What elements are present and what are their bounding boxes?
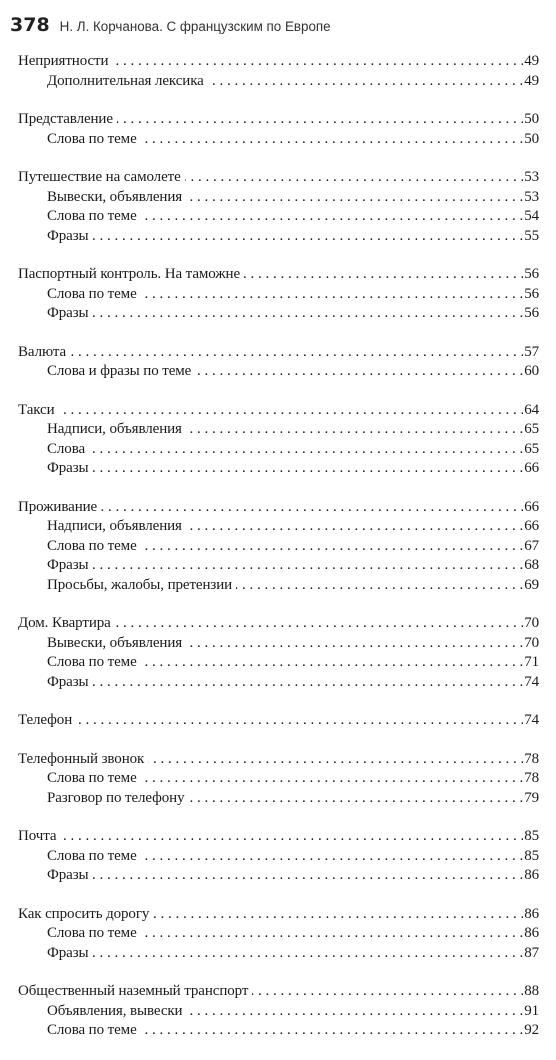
toc-entry-page: 68 bbox=[523, 556, 539, 576]
toc-entry-title: Вывески, объявления bbox=[47, 635, 186, 651]
toc-entry-title: Вывески, объявления bbox=[47, 189, 186, 205]
toc-entry bbox=[18, 750, 539, 770]
toc-entry bbox=[18, 827, 539, 847]
toc-subentry bbox=[47, 1021, 539, 1041]
toc-subentry bbox=[47, 285, 539, 305]
toc-entry bbox=[18, 401, 539, 421]
page-header bbox=[10, 14, 331, 36]
page-number: 378 bbox=[10, 14, 50, 36]
toc-entry-title: Просьбы, жалобы, претензии bbox=[47, 577, 236, 593]
toc-subentry bbox=[47, 517, 539, 537]
toc-entry-title: Фразы bbox=[47, 460, 93, 476]
toc-entry-title: Представление bbox=[18, 111, 117, 127]
toc-entry-title: Фразы bbox=[47, 557, 93, 573]
toc-entry bbox=[18, 614, 539, 634]
toc-entry-page: 91 bbox=[523, 1002, 539, 1022]
toc-subentry bbox=[47, 227, 539, 247]
toc-entry-title: Фразы bbox=[47, 305, 93, 321]
toc-entry-page: 53 bbox=[523, 168, 539, 188]
toc-section bbox=[18, 343, 539, 382]
toc-section bbox=[18, 168, 539, 246]
toc-entry-title: Фразы bbox=[47, 674, 93, 690]
toc-entry-title: Почта bbox=[18, 828, 60, 844]
toc-entry-page: 78 bbox=[523, 769, 539, 789]
toc-entry-page: 56 bbox=[523, 265, 539, 285]
toc-entry-title: Телефонный звонок bbox=[18, 751, 148, 767]
toc-subentry bbox=[47, 769, 539, 789]
toc-entry bbox=[18, 982, 539, 1002]
toc-entry bbox=[18, 905, 539, 925]
toc-entry-page: 54 bbox=[523, 207, 539, 227]
toc-entry-page: 70 bbox=[523, 614, 539, 634]
toc-entry-title: Проживание bbox=[18, 499, 101, 515]
table-of-contents bbox=[18, 52, 539, 1060]
toc-entry bbox=[18, 110, 539, 130]
toc-entry-title: Слова по теме bbox=[47, 925, 141, 941]
toc-entry-page: 50 bbox=[523, 130, 539, 150]
toc-entry-title: Надписи, объявления bbox=[47, 518, 186, 534]
toc-entry-page: 85 bbox=[523, 827, 539, 847]
toc-subentry bbox=[47, 188, 539, 208]
toc-entry-title: Общественный наземный транспорт bbox=[18, 983, 252, 999]
toc-entry-title: Дополнительная лексика bbox=[47, 73, 208, 89]
toc-entry bbox=[18, 52, 539, 72]
toc-entry bbox=[18, 498, 539, 518]
toc-entry-page: 64 bbox=[523, 401, 539, 421]
toc-entry-title: Слова по теме bbox=[47, 208, 141, 224]
toc-section bbox=[18, 711, 539, 731]
toc-section bbox=[18, 827, 539, 886]
toc-entry-title: Неприятности bbox=[18, 53, 112, 69]
toc-section bbox=[18, 498, 539, 596]
toc-subentry bbox=[47, 847, 539, 867]
toc-subentry bbox=[47, 1002, 539, 1022]
toc-entry-title: Слова по теме bbox=[47, 1022, 141, 1038]
toc-entry-page: 49 bbox=[523, 72, 539, 92]
toc-entry bbox=[18, 711, 539, 731]
toc-entry-title: Фразы bbox=[47, 228, 93, 244]
toc-entry-title: Слова bbox=[47, 441, 89, 457]
toc-entry-title: Как спросить дорогу bbox=[18, 906, 153, 922]
toc-subentry bbox=[47, 420, 539, 440]
toc-subentry bbox=[47, 304, 539, 324]
toc-entry-page: 65 bbox=[523, 440, 539, 460]
toc-entry-page: 74 bbox=[523, 673, 539, 693]
toc-entry-page: 55 bbox=[523, 227, 539, 247]
toc-section bbox=[18, 52, 539, 91]
toc-entry-title: Слова по теме bbox=[47, 848, 141, 864]
toc-entry-title: Слова по теме bbox=[47, 131, 141, 147]
toc-entry-page: 53 bbox=[523, 188, 539, 208]
toc-subentry bbox=[47, 440, 539, 460]
toc-subentry bbox=[47, 653, 539, 673]
toc-entry-page: 66 bbox=[523, 459, 539, 479]
toc-entry-page: 66 bbox=[523, 498, 539, 518]
toc-entry-page: 79 bbox=[523, 789, 539, 809]
toc-entry-page: 56 bbox=[523, 285, 539, 305]
toc-entry-title: Слова по теме bbox=[47, 538, 141, 554]
toc-entry-title: Дом. Квартира bbox=[18, 615, 115, 631]
toc-section bbox=[18, 982, 539, 1041]
toc-entry bbox=[18, 265, 539, 285]
toc-subentry bbox=[47, 866, 539, 886]
toc-entry-title: Слова по теме bbox=[47, 770, 141, 786]
toc-entry-page: 92 bbox=[523, 1021, 539, 1041]
toc-entry-page: 50 bbox=[523, 110, 539, 130]
running-title: Н. Л. Корчанова. С французским по Европе bbox=[59, 19, 331, 34]
toc-subentry bbox=[47, 556, 539, 576]
toc-subentry bbox=[47, 944, 539, 964]
toc-entry-title: Такси bbox=[18, 402, 59, 418]
toc-subentry bbox=[47, 789, 539, 809]
toc-entry-page: 66 bbox=[523, 517, 539, 537]
toc-subentry bbox=[47, 72, 539, 92]
toc-entry-page: 71 bbox=[523, 653, 539, 673]
toc-entry-page: 85 bbox=[523, 847, 539, 867]
toc-entry-page: 69 bbox=[523, 576, 539, 596]
toc-subentry bbox=[47, 459, 539, 479]
toc-entry-page: 86 bbox=[523, 924, 539, 944]
toc-entry-page: 86 bbox=[523, 866, 539, 886]
toc-section bbox=[18, 265, 539, 324]
toc-entry-title: Валюта bbox=[18, 344, 70, 360]
toc-entry-page: 88 bbox=[523, 982, 539, 1002]
toc-entry-title: Телефон bbox=[18, 712, 76, 728]
toc-entry-page: 60 bbox=[523, 362, 539, 382]
toc-subentry bbox=[47, 362, 539, 382]
toc-subentry bbox=[47, 537, 539, 557]
toc-section bbox=[18, 110, 539, 149]
toc-entry-title: Паспортный контроль. На таможне bbox=[18, 266, 244, 282]
toc-entry-page: 74 bbox=[523, 711, 539, 731]
toc-section bbox=[18, 614, 539, 692]
toc-subentry bbox=[47, 130, 539, 150]
toc-subentry bbox=[47, 207, 539, 227]
toc-subentry bbox=[47, 673, 539, 693]
toc-entry-page: 87 bbox=[523, 944, 539, 964]
toc-entry-page: 56 bbox=[523, 304, 539, 324]
toc-entry-title: Фразы bbox=[47, 945, 93, 961]
toc-entry-page: 67 bbox=[523, 537, 539, 557]
toc-entry-title: Объявления, вывески bbox=[47, 1003, 187, 1019]
toc-entry-page: 65 bbox=[523, 420, 539, 440]
toc-entry-title: Слова и фразы по теме bbox=[47, 363, 195, 379]
toc-entry-title: Слова по теме bbox=[47, 286, 141, 302]
toc-entry-page: 57 bbox=[523, 343, 539, 363]
toc-entry-page: 70 bbox=[523, 634, 539, 654]
toc-entry-title: Разговор по телефону bbox=[47, 790, 189, 806]
toc-entry-page: 78 bbox=[523, 750, 539, 770]
toc-entry-title: Путешествие на самолете bbox=[18, 169, 185, 185]
toc-entry-title: Фразы bbox=[47, 867, 93, 883]
toc-entry-page: 86 bbox=[523, 905, 539, 925]
toc-section bbox=[18, 750, 539, 809]
toc-entry bbox=[18, 343, 539, 363]
toc-entry-title: Слова по теме bbox=[47, 654, 141, 670]
toc-subentry bbox=[47, 634, 539, 654]
toc-entry-page: 49 bbox=[523, 52, 539, 72]
toc-section bbox=[18, 401, 539, 479]
toc-entry bbox=[18, 168, 539, 188]
toc-entry-title: Надписи, объявления bbox=[47, 421, 186, 437]
toc-subentry bbox=[47, 576, 539, 596]
